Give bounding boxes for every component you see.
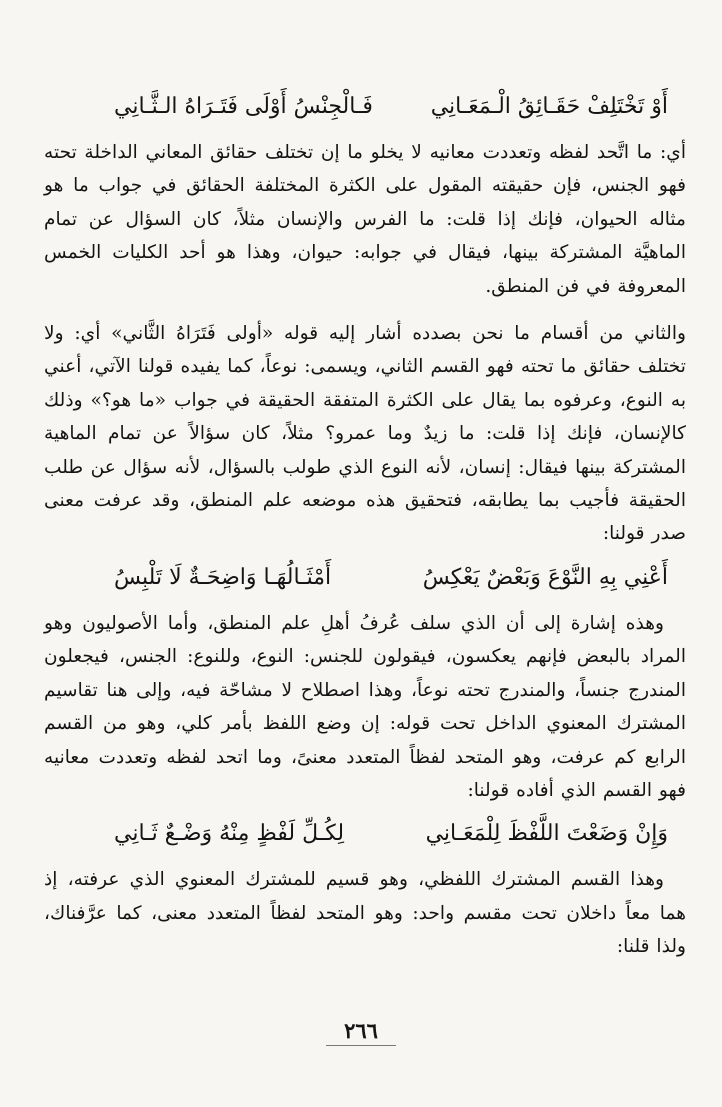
paragraph-2: والثاني من أقسام ما نحن بصدده أشار إليه قوله «أولى فَتَرَاهُ الثَّاني» أي: ولا تختلف حقائق ما تحته فهو القسم الثاني، ويسمى: نوعاً، كما يفيده قولنا الآتي، أعني به النوع، وعرفوه بما يقال على الكثرة المتفقة الحقيقة في جواب «ما هو؟» وذلك كالإنسان، فإنك إذا قلت: ما زيدٌ وما عمرو؟ مثلاً، كان سؤالاً عن تمام الماهية المشتركة بينها فيقال: إنسان، لأنه النوع الذي طولب بالسؤال، لأنه سؤال عن طلب الحقيقة فأجيب بما يطابقه، فتحقيق هذه موضعه علم المنطق، وقد عرفت معنى صدر قولنا: — [44, 323, 686, 545]
verse-1-second-hemistich: فَـالْجِنْسُ أَوْلَى فَتَـرَاهُ الـثَّـانِي — [114, 94, 373, 119]
paragraph-4: وهذا القسم المشترك اللفظي، وهو قسيم للمشترك المعنوي الذي عرفته، إذ هما معاً داخلان تحت مقسم واحد: وهو المتحد لفظاً المتعدد معنى، كما عرَّفناك، ولذا قلنا: — [44, 869, 686, 958]
page-number: ٢٦٦ — [0, 1018, 722, 1046]
book-page — [44, 88, 686, 1068]
verse-line-1 — [44, 88, 686, 128]
paragraph-3: وهذه إشارة إلى أن الذي سلف عُرفُ أهلِ علم المنطق، وأما الأصوليون وهو المراد بالبعض فإنهم يعكسون، فيقولون للجنس: النوع، وللنوع: الجنس، فيجعلون المندرج جنساً، والمندرج تحته نوعاً، وهذا اصطلاح لا مشاحّة فيه، وإلى هنا تقاسيم المشترك المعنوي الداخل تحت قوله: إن وضع اللفظ بأمر كلي، وهو من القسم الرابع كم عرفت، وهو المتحد لفظاً المتعدد معنىً، وما اتحد لفظه وتعددت معانيه فهو القسم الذي أفاده قولنا: — [44, 612, 686, 801]
verse-3-first-hemistich: وَإِنْ وَضَعْتَ اللَّفْظَ لِلْمَعَـانِي — [425, 821, 668, 847]
verse-line-2 — [44, 559, 686, 599]
verse-3-second-hemistich: لِكُـلِّ لَفْظٍ مِنْهُ وَضْـعٌ ثَـانِي — [114, 821, 345, 847]
verse-2-second-hemistich: أَمْثَـالُهَـا وَاضِحَـةٌ لَا تَلْبِسُ — [114, 564, 332, 590]
paragraph-1: أي: ما اتَّحد لفظه وتعددت معانيه لا يخلو ما إن تختلف حقائق المعاني الداخلة تحته فهو الجنس، فإن حقيقته المقول على الكثرة المختلفة الحقائق في جواب ما هو مثاله الحيوان، فإنك إذا قلت: ما الفرس والإنسان مثلاً، كان السؤال عن تمام الماهيَّة المشتركة بينها، فيقال في جوابه: حيوان، وهذا هو أحد الكليات الخمس المعروفة في فن المنطق. — [44, 142, 686, 297]
verse-2-first-hemistich: أَعْنِي بِهِ النَّوْعَ وَبَعْضٌ يَعْكِسُ — [422, 564, 668, 590]
verse-line-3 — [44, 815, 686, 855]
verse-1-first-hemistich: أَوْ تَخْتَلِفْ حَقَـائِقُ الْـمَعَـانِي — [430, 94, 668, 119]
